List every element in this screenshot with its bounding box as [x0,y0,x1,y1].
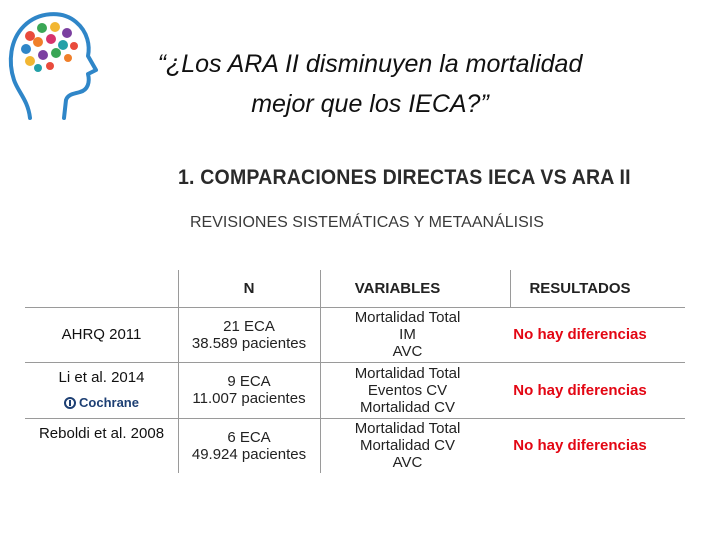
variable: Mortalidad Total [354,420,461,437]
section-subheading: REVISIONES SISTEMÁTICAS Y METAANÁLISIS [190,214,544,231]
slide-title [120,44,620,124]
table-row-result [495,362,665,418]
trial-count: 6 ECA [227,428,271,446]
study-name: Reboldi et al. 2008 [38,424,165,442]
table-row-n [178,362,320,418]
patient-count: 38.589 pacientes [191,334,307,352]
variable: Eventos CV [367,381,448,399]
trial-count: 9 ECA [227,373,271,390]
variable: Mortalidad CV [359,398,456,416]
column-header-results: RESULTADOS [529,280,631,297]
variable: Mortalidad Total [354,364,461,382]
section-heading: 1. COMPARACIONES DIRECTAS IECA VS ARA II [178,166,631,189]
study-name: AHRQ 2011 [61,326,142,343]
result-text: No hay diferencias [513,381,647,399]
variable: AVC [392,454,423,471]
table-row-result [495,418,665,473]
table-row-study [25,362,178,418]
variable: Mortalidad CV [359,437,456,454]
variable: AVC [392,343,423,360]
table-row-n [178,307,320,362]
slide-title-line-2: mejor que los IECA?” [251,90,489,118]
study-name: Li et al. 2014 [58,369,145,386]
variable: IM [399,326,416,343]
trial-count: 21 ECA [223,317,275,335]
variable: Mortalidad Total [354,309,461,326]
patient-count: 49.924 pacientes [191,445,307,463]
table-row-result [495,307,665,362]
column-header-n: N [243,280,255,297]
slide-title-line-1: “¿Los ARA II disminuyen la mortalidad [157,50,583,78]
table-row-study [25,418,178,448]
head-profile-brain-icon [0,0,108,130]
patient-count: 11.007 pacientes [192,390,306,407]
table-row-study [25,307,178,362]
result-text: No hay diferencias [513,326,647,343]
cochrane-label: Cochrane [79,395,139,410]
table-row-variables [320,418,495,473]
column-header-variables: VARIABLES [354,280,441,297]
table-row-n [178,418,320,473]
cochrane-logo [64,394,139,411]
table-row-variables [320,362,495,418]
result-text: No hay diferencias [513,437,647,454]
table-row-variables [320,307,495,362]
cochrane-logo-icon [64,397,76,409]
comparison-table [25,270,685,473]
